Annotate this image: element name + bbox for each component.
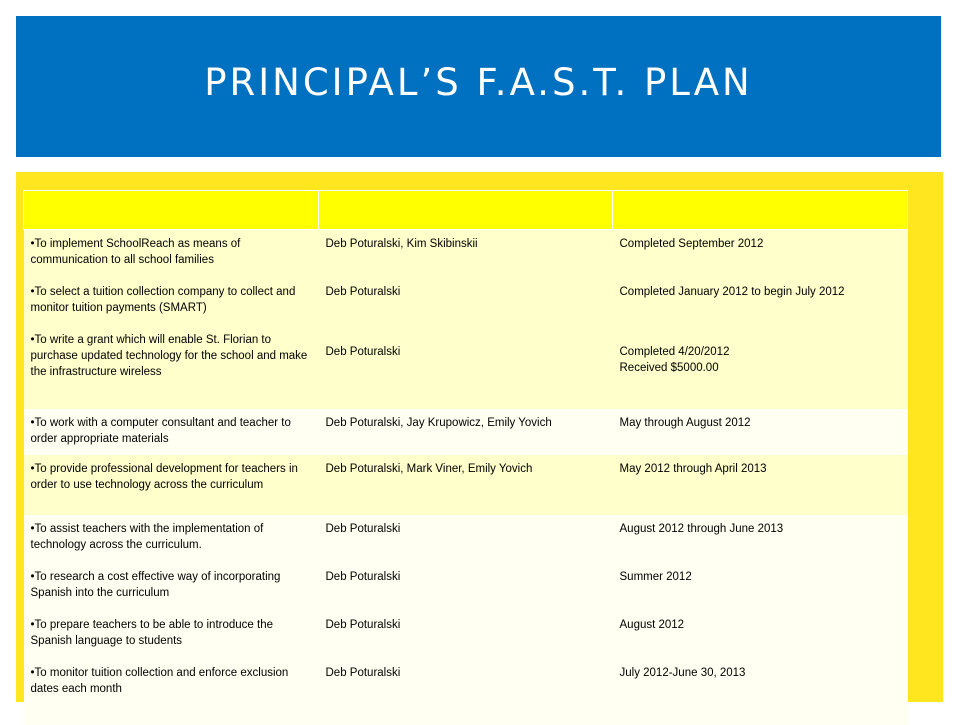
person-item: Deb Poturalski: [325, 618, 401, 631]
person-cell: Deb Poturalski, Mark Viner, Emily Yovich: [319, 455, 613, 515]
goal-item: •To write a grant which will enable St. Florian to purchase updated technology for the school and make the infrastructure wireless: [30, 334, 308, 378]
goal-cell: [24, 515, 319, 725]
plan-table: [23, 190, 908, 725]
date-item: Completed January 2012 to begin July 2012: [619, 286, 845, 298]
date-item: Summer 2012: [619, 570, 692, 583]
goal-item: •To prepare teachers to be able to introduce the Spanish language to students: [30, 618, 273, 647]
date-cell: [613, 515, 908, 725]
goal-cell: •To provide professional development for teachers in order to use technology across the curriculum: [24, 455, 319, 515]
person-item: Deb Poturalski: [325, 522, 401, 535]
person-item: Deb Poturalski: [325, 346, 401, 358]
person-cell: Deb Poturalski, Jay Krupowicz, Emily Yovich: [319, 409, 613, 455]
person-cell: [319, 515, 613, 725]
table-row: [24, 230, 908, 409]
header-cell-date: [613, 191, 908, 230]
header-cell-person: [319, 191, 613, 230]
goal-item: •To implement SchoolReach as means of communication to all school families: [30, 238, 241, 266]
date-item: August 2012: [619, 618, 685, 631]
goal-item: •To research a cost effective way of incorporating Spanish into the curriculum: [30, 570, 281, 599]
table-header-row: [24, 191, 908, 230]
goal-cell: [24, 230, 319, 409]
goal-item: •To select a tuition collection company to collect and monitor tuition payments (SMART): [30, 286, 296, 314]
date-item: Completed 4/20/2012: [619, 346, 730, 358]
person-item: Deb Poturalski: [325, 570, 401, 583]
date-cell: May through August 2012: [613, 409, 908, 455]
date-cell: May 2012 through April 2013: [613, 455, 908, 515]
date-item: July 2012-June 30, 2013: [619, 666, 746, 679]
person-item: Deb Poturalski: [325, 286, 401, 298]
goal-item: •To assist teachers with the implementation of technology across the curriculum.: [30, 522, 264, 551]
table-row: [24, 515, 908, 725]
date-cell: [613, 230, 908, 409]
person-item: Deb Poturalski, Kim Skibinskii: [325, 238, 478, 250]
table-row: [24, 455, 908, 515]
header-cell-goal: [24, 191, 319, 230]
goal-cell: •To work with a computer consultant and teacher to order appropriate materials: [24, 409, 319, 455]
title-band: [16, 16, 941, 157]
date-item: August 2012 through June 2013: [619, 522, 784, 535]
person-item: Deb Poturalski: [325, 666, 401, 679]
person-cell: [319, 230, 613, 409]
table-row: [24, 409, 908, 455]
goal-item: •To monitor tuition collection and enforce exclusion dates each month: [30, 666, 289, 695]
slide-title: PRINCIPAL’S F.A.S.T. PLAN: [204, 61, 753, 104]
date-item: Completed September 2012: [619, 238, 764, 250]
date-item: Received $5000.00: [619, 362, 719, 374]
